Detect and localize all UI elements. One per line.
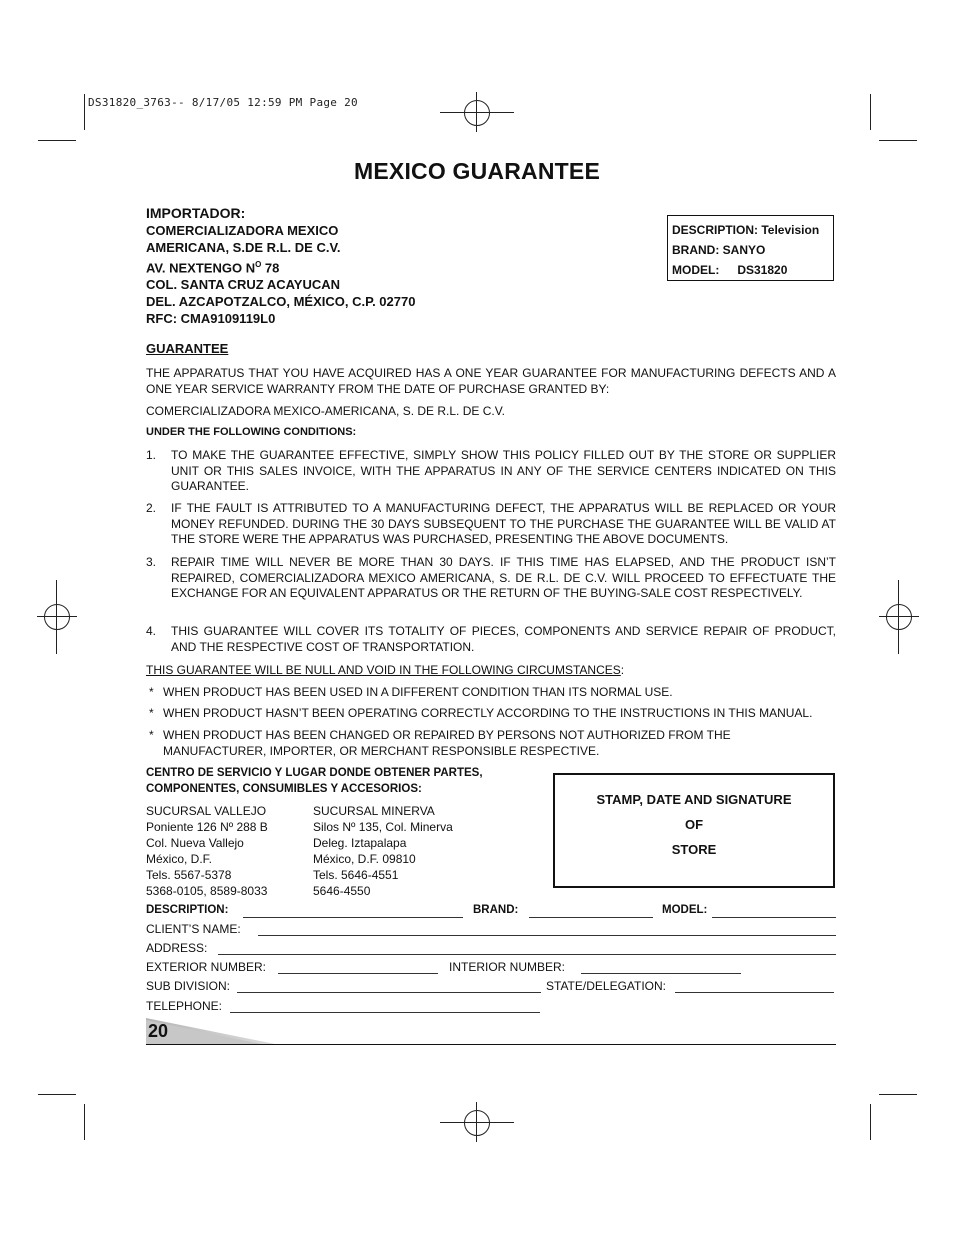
- condition-text: THIS GUARANTEE WILL COVER ITS TOTALITY OF PIECES, COMPONENTS AND SERVICE REPAIR OF PRODUCT, AND THE RESPECTIVE COST OF TRANSPORTATION.: [171, 624, 836, 654]
- condition-number: 2.: [146, 501, 157, 515]
- number-row: [146, 960, 836, 976]
- branch-line: Col. Nueva Vallejo: [146, 836, 244, 850]
- null-void-item: [146, 684, 836, 700]
- branch-line: Tels. 5567-5378: [146, 868, 232, 882]
- print-slug: DS31820_3763-- 8/17/05 12:59 PM Page 20: [88, 96, 358, 109]
- registration-mark-icon: [476, 1102, 477, 1142]
- sub-division-label: SUB DIVISION:: [146, 979, 231, 993]
- condition-item: [146, 555, 836, 602]
- model-row: [672, 260, 829, 280]
- model-field-label: MODEL:: [662, 904, 708, 916]
- interior-number-label: INTERIOR NUMBER:: [449, 960, 566, 974]
- registration-mark-icon: [476, 92, 477, 132]
- product-description-box: [667, 215, 834, 281]
- brand-field[interactable]: [529, 917, 653, 918]
- guarantee-heading: GUARANTEE: [146, 341, 229, 356]
- brand-label: BRAND:: [672, 243, 720, 257]
- product-fields-row: [146, 904, 836, 920]
- crop-mark: [38, 1094, 76, 1095]
- description-label: DESCRIPTION:: [672, 223, 759, 237]
- state-delegation-label: STATE/DELEGATION:: [546, 979, 667, 993]
- branch-line: Silos Nº 135, Col. Minerva: [313, 820, 453, 834]
- interior-number-field[interactable]: [581, 973, 741, 974]
- importer-line: COL. SANTA CRUZ ACAYUCAN: [146, 277, 341, 293]
- importer-line: AMERICANA, S.DE R.L. DE C.V.: [146, 240, 341, 255]
- subdivision-row: [146, 979, 836, 995]
- service-heading-line: CENTRO DE SERVICIO Y LUGAR DONDE OBTENER PARTES,: [146, 767, 483, 779]
- state-delegation-field[interactable]: [675, 992, 834, 993]
- model-value: DS31820: [737, 263, 788, 277]
- branch-line: SUCURSAL MINERVA: [313, 804, 435, 818]
- registration-mark-icon: [56, 580, 57, 654]
- branch-line: 5646-4550: [313, 884, 371, 898]
- registration-mark-icon: [464, 1110, 490, 1136]
- crop-mark: [870, 94, 871, 130]
- condition-number: 3.: [146, 555, 157, 569]
- service-heading-line: COMPONENTES, CONSUMIBLES Y ACCESORIOS:: [146, 782, 422, 795]
- null-void-text: WHEN PRODUCT HAS BEEN CHANGED OR REPAIRED BY PERSONS NOT AUTHORIZED FROM THE MANUFACTURER, IMPORTER, OR MERCHANT RESPONSIBLE RESPECTIVE.: [163, 728, 731, 758]
- branch-line: Tels. 5646-4551: [313, 868, 399, 882]
- brand-field-label: BRAND:: [473, 904, 519, 916]
- null-void-item: [146, 727, 836, 759]
- registration-mark-icon: [879, 616, 919, 617]
- branch-line: 5368-0105, 8589-8033: [146, 884, 268, 898]
- guarantee-grantor: COMERCIALIZADORA MEXICO-AMERICANA, S. DE R.L. DE C.V.: [146, 404, 505, 418]
- branch-minerva: [313, 803, 453, 899]
- null-void-heading: [146, 663, 624, 677]
- store-stamp-box: [553, 773, 835, 888]
- null-void-item: [146, 705, 836, 721]
- crop-mark: [870, 1104, 871, 1140]
- telephone-field[interactable]: [230, 1012, 540, 1013]
- registration-mark-icon: [440, 1122, 514, 1123]
- address-label: ADDRESS:: [146, 941, 208, 955]
- telephone-row: [146, 999, 836, 1015]
- registration-mark-icon: [464, 100, 490, 126]
- description-row: [672, 220, 829, 240]
- crop-mark: [38, 140, 76, 141]
- bullet-icon: *: [149, 728, 154, 742]
- importer-address: [146, 222, 415, 327]
- condition-number: 4.: [146, 624, 157, 638]
- exterior-number-field[interactable]: [278, 973, 438, 974]
- page-number: 20: [148, 1021, 169, 1041]
- null-void-text: WHEN PRODUCT HAS BEEN USED IN A DIFFERENT CONDITION THAN ITS NORMAL USE.: [163, 685, 673, 699]
- condition-text: REPAIR TIME WILL NEVER BE MORE THAN 30 DAYS. IF THIS TIME HAS ELAPSED, AND THE PRODUCT ISN’T REPAIRED, COMERCIALIZADORA MEXICO AMERICANA, S. DE R.L. DE C.V. WILL PROCEED TO EFFECTUATE THE EXCHANGE FOR AN EQUIVALENT APPARATUS OR THE RETURN OF THE BUYING-SALE COST RESPECTIVELY.: [171, 555, 836, 600]
- registration-mark-icon: [37, 616, 77, 617]
- address-row: [146, 941, 836, 957]
- registration-mark-icon: [886, 604, 912, 630]
- null-void-heading-text: THIS GUARANTEE WILL BE NULL AND VOID IN THE FOLLOWING CIRCUMSTANCES: [146, 663, 621, 677]
- importer-street-number: 78: [261, 260, 280, 276]
- condition-item: [146, 448, 836, 495]
- null-void-colon: :: [620, 663, 625, 677]
- branch-line: Poniente 126 Nº 288 B: [146, 820, 268, 834]
- telephone-label: TELEPHONE:: [146, 999, 223, 1013]
- branch-vallejo: [146, 803, 268, 899]
- stamp-line: STORE: [671, 842, 717, 857]
- null-void-text: WHEN PRODUCT HASN’T BEEN OPERATING CORRECTLY ACCORDING TO THE INSTRUCTIONS IN THIS MANUAL.: [163, 706, 813, 720]
- importer-street: AV. NEXTENGO N: [146, 260, 256, 276]
- branch-line: Deleg. Iztapalapa: [313, 836, 407, 850]
- page-title: MEXICO GUARANTEE: [354, 158, 600, 184]
- stamp-line: STAMP, DATE AND SIGNATURE: [596, 792, 792, 807]
- brand-value: SANYO: [722, 243, 766, 257]
- description-value: Television: [761, 223, 820, 237]
- client-name-label: CLIENT’S NAME:: [146, 922, 241, 936]
- stamp-line: OF: [684, 817, 704, 832]
- description-field[interactable]: [243, 917, 463, 918]
- condition-number: 1.: [146, 448, 157, 462]
- importer-line: [146, 256, 415, 276]
- crop-mark: [84, 1104, 85, 1140]
- condition-text: TO MAKE THE GUARANTEE EFFECTIVE, SIMPLY SHOW THIS POLICY FILLED OUT BY THE STORE OR SUPPLIER UNIT OR THIS SALES INVOICE, WITH THE APPARATUS IN ANY OF THE SERVICE CENTERS INDICATED ON THIS GUARANTEE.: [171, 448, 836, 493]
- bullet-icon: *: [149, 685, 154, 699]
- registration-mark-icon: [44, 604, 70, 630]
- crop-mark: [84, 94, 85, 130]
- guarantee-intro: THE APPARATUS THAT YOU HAVE ACQUIRED HAS A ONE YEAR GUARANTEE FOR MANUFACTURING DEFECTS AND A ONE YEAR SERVICE WARRANTY FROM THE DATE OF PURCHASE GRANTED BY:: [146, 366, 836, 396]
- registration-mark-icon: [440, 112, 514, 113]
- service-centers-heading: [146, 766, 483, 797]
- importer-line: DEL. AZCAPOTZALCO, MÉXICO, C.P. 02770: [146, 294, 416, 310]
- importer-line: RFC: CMA9109119L0: [146, 311, 276, 327]
- brand-row: [672, 240, 829, 260]
- importer-heading: IMPORTADOR:: [146, 205, 246, 221]
- client-name-field[interactable]: [258, 935, 836, 936]
- address-field[interactable]: [218, 954, 836, 955]
- exterior-number-label: EXTERIOR NUMBER:: [146, 960, 267, 974]
- branch-line: México, D.F.: [146, 852, 213, 866]
- description-field-label: DESCRIPTION:: [146, 904, 229, 916]
- branch-line: México, D.F. 09810: [313, 852, 416, 866]
- crop-mark: [879, 1094, 917, 1095]
- condition-text: IF THE FAULT IS ATTRIBUTED TO A MANUFACTURING DEFECT, THE APPARATUS WILL BE REPLACED OR YOUR MONEY REFUNDED. DURING THE 30 DAYS SUBSEQUENT TO THE PURCHASE THE GUARANTEE WILL BE VALID AT THE STORE WERE THE APPARATUS WAS PURCHASED, PRESENTING THE ABOVE DOCUMENTS.: [171, 501, 836, 546]
- sub-division-field[interactable]: [237, 992, 541, 993]
- footer-rule: [146, 1044, 836, 1045]
- model-field[interactable]: [712, 917, 836, 918]
- client-name-row: [146, 922, 836, 938]
- importer-street-sup: O: [255, 260, 262, 269]
- condition-item: [146, 624, 836, 655]
- conditions-heading: UNDER THE FOLLOWING CONDITIONS:: [146, 426, 357, 438]
- branch-line: SUCURSAL VALLEJO: [146, 804, 267, 818]
- condition-item: [146, 501, 836, 548]
- importer-line: COMERCIALIZADORA MEXICO: [146, 223, 339, 238]
- model-label: MODEL:: [672, 263, 720, 277]
- bullet-icon: *: [149, 706, 154, 720]
- registration-mark-icon: [898, 580, 899, 654]
- crop-mark: [879, 140, 917, 141]
